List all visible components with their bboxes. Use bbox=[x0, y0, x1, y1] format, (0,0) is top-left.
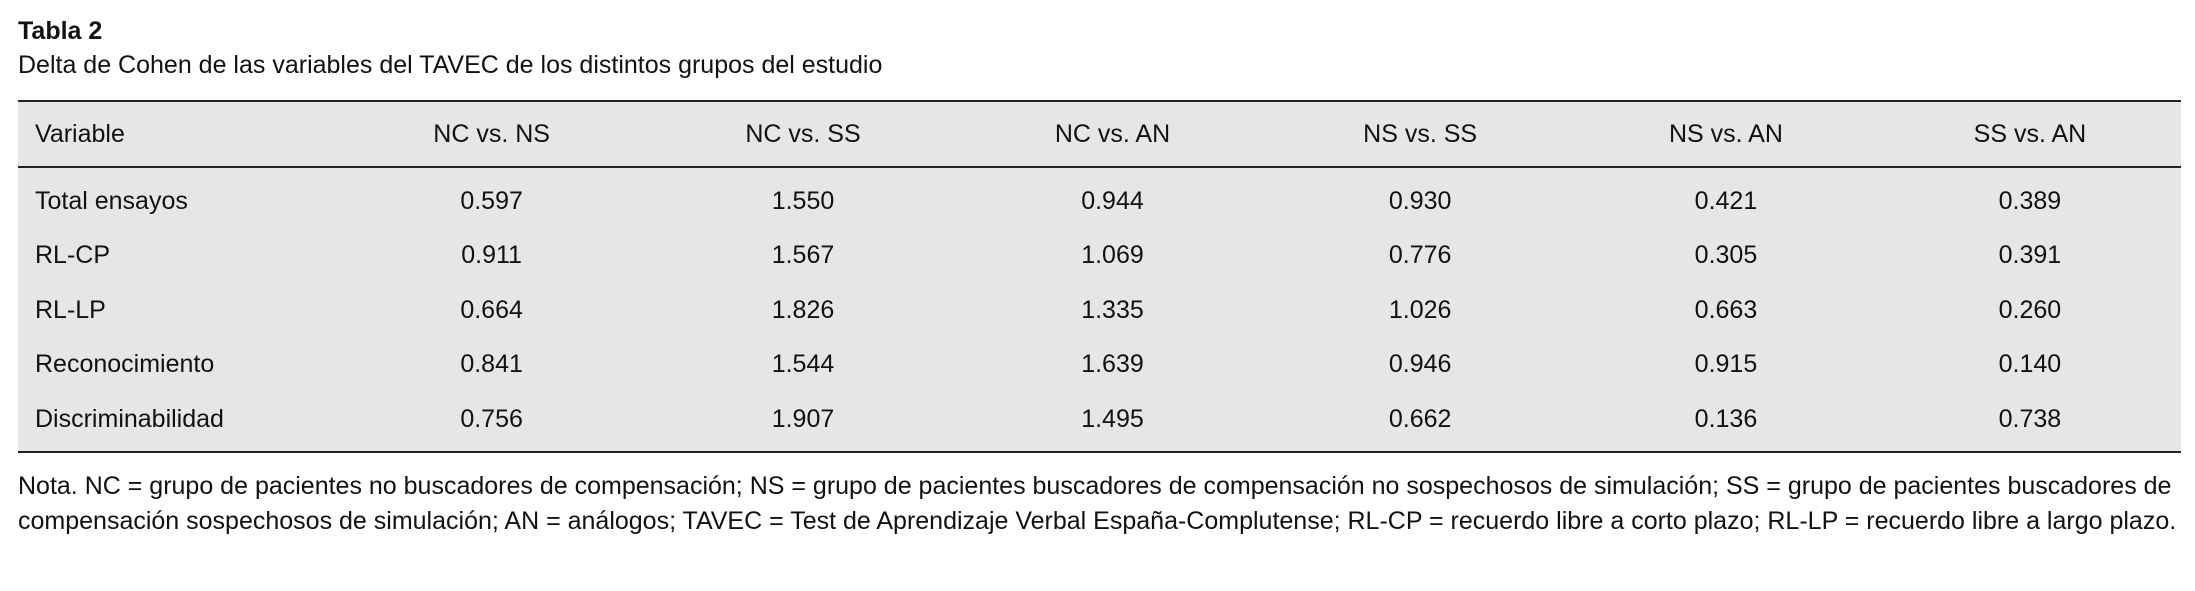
value-cell: 1.335 bbox=[1081, 295, 1144, 324]
value-cell: 1.495 bbox=[958, 392, 1268, 452]
value-cell: 0.946 bbox=[1388, 350, 1452, 379]
column-header-ns-vs-an: NS vs. AN bbox=[1573, 101, 1879, 167]
table-row bbox=[18, 338, 2181, 393]
value-cell: 1.567 bbox=[771, 241, 835, 270]
table-figure bbox=[18, 14, 2181, 539]
value-cell: 0.776 bbox=[1388, 241, 1452, 270]
data-table bbox=[18, 100, 2181, 453]
value-cell: 0.930 bbox=[1388, 186, 1452, 215]
value-cell: 0.140 bbox=[1998, 350, 2062, 379]
row-variable-cell: Total ensayos bbox=[35, 186, 188, 215]
value-cell: 1.026 bbox=[1388, 295, 1452, 324]
value-cell: 0.136 bbox=[1573, 392, 1879, 452]
table-note: Nota. NC = grupo de pacientes no buscadores de compensación; NS = grupo de pacientes buscadores de compensación no sospechosos de simulación; SS = grupo de pacientes buscadores de compensación sospechosos de simulación; AN = análogos; TAVEC = Test de Aprendizaje Verbal España-Complutense; RL-CP = recuerdo libre a corto plazo; RL-LP = recuerdo libre a largo plazo. bbox=[18, 471, 2177, 535]
table-row bbox=[18, 392, 2181, 452]
row-variable-cell: Reconocimiento bbox=[35, 350, 215, 379]
table-label: Tabla 2 bbox=[18, 17, 103, 45]
table-body bbox=[18, 167, 2181, 452]
value-cell: 0.915 bbox=[1694, 350, 1758, 379]
row-variable-cell: RL-LP bbox=[35, 295, 106, 324]
value-cell: 0.421 bbox=[1694, 186, 1758, 215]
value-cell: 0.260 bbox=[1998, 295, 2062, 324]
value-cell: 0.662 bbox=[1267, 392, 1573, 452]
table-caption: Delta de Cohen de las variables del TAVEC de los distintos grupos del estudio bbox=[18, 51, 883, 79]
value-cell: 0.944 bbox=[1081, 186, 1144, 215]
value-cell: 1.639 bbox=[1081, 350, 1144, 379]
value-cell: 0.756 bbox=[335, 392, 648, 452]
table-row bbox=[18, 229, 2181, 284]
value-cell: 0.597 bbox=[460, 186, 523, 215]
value-cell: 1.907 bbox=[648, 392, 958, 452]
value-cell: 1.550 bbox=[771, 186, 835, 215]
table-header bbox=[18, 101, 2181, 167]
value-cell: 0.911 bbox=[461, 241, 522, 270]
column-header-nc-vs-ss: NC vs. SS bbox=[648, 101, 958, 167]
value-cell: 0.841 bbox=[460, 350, 523, 379]
value-cell: 0.664 bbox=[460, 295, 523, 324]
column-header-ns-vs-ss: NS vs. SS bbox=[1267, 101, 1573, 167]
value-cell: 0.389 bbox=[1998, 186, 2062, 215]
column-header-nc-vs-an: NC vs. AN bbox=[958, 101, 1268, 167]
value-cell: 0.738 bbox=[1879, 392, 2181, 452]
value-cell: 1.544 bbox=[771, 350, 835, 379]
column-header-nc-vs-ns: NC vs. NS bbox=[335, 101, 648, 167]
row-variable-cell: RL-CP bbox=[35, 241, 111, 270]
value-cell: 0.663 bbox=[1694, 295, 1758, 324]
table-row bbox=[18, 167, 2181, 229]
column-header-variable: Variable bbox=[18, 101, 335, 167]
row-variable-cell: Discriminabilidad bbox=[18, 392, 335, 452]
header-row bbox=[18, 101, 2181, 167]
value-cell: 1.826 bbox=[771, 295, 835, 324]
value-cell: 1.069 bbox=[1081, 241, 1144, 270]
column-header-ss-vs-an: SS vs. AN bbox=[1879, 101, 2181, 167]
table-row bbox=[18, 283, 2181, 338]
value-cell: 0.305 bbox=[1694, 241, 1758, 270]
value-cell: 0.391 bbox=[1998, 241, 2062, 270]
